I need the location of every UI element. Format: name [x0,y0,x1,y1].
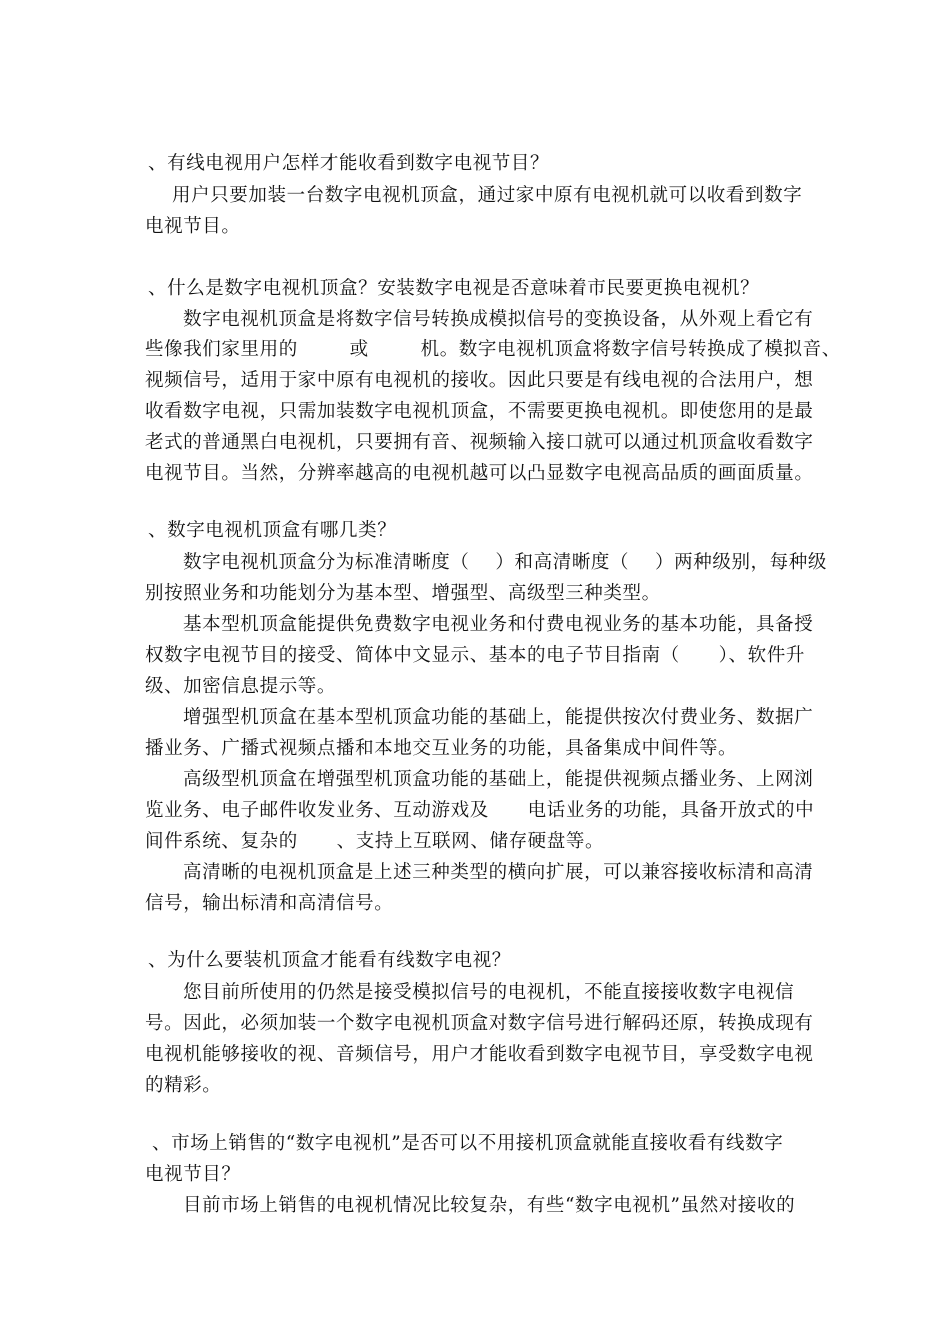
heading-q3: 、数字电视机顶盒有哪几类？ [148,520,397,541]
text-line: 级、加密信息提示等。 [145,676,337,697]
text-line: 电视节目。当然，分辨率越高的电视机越可以凸显数字电视高品质的画面质量。 [145,463,814,484]
text-line: 高清晰的电视机顶盒是上述三种类型的横向扩展，可以兼容接收标清和高清 [183,862,814,883]
text-line: 播业务、广播式视频点播和本地交互业务的功能，具备集成中间件等。 [145,738,738,759]
heading-q5: 、市场上销售的“数字电视机”是否可以不用接机顶盒就能直接收看有线数字 [152,1133,784,1154]
text-line: 您目前所使用的仍然是接受模拟信号的电视机，不能直接接收数字电视信 [183,982,795,1003]
text-line: 权数字电视节目的接受、简体中文显示、基本的电子节目指南（ ）、软件升 [145,645,805,666]
text-line: 数字电视机顶盒分为标准清晰度（ ）和高清晰度（ ）两种级别，每种级 [183,552,827,573]
text-line: 电视节目。 [145,216,241,237]
text-line: 数字电视机顶盒是将数字信号转换成模拟信号的变换设备，从外观上看它有 [183,309,814,330]
heading-q4: 、为什么要装机顶盒才能看有线数字电视？ [148,950,511,971]
text-line: 别按照业务和功能划分为基本型、增强型、高级型三种类型。 [145,583,661,604]
text-line: 号。因此，必须加装一个数字电视机顶盒对数字信号进行解码还原，转换成现有 [145,1013,814,1034]
text-line: 基本型机顶盒能提供免费数字电视业务和付费电视业务的基本功能，具备授 [183,614,814,635]
text-line: 用户只要加装一台数字电视机顶盒，通过家中原有电视机就可以收看到数字 [172,185,803,206]
heading-q1: 、有线电视用户怎样才能收看到数字电视节目？ [148,153,550,174]
heading-q2: 、什么是数字电视机顶盒？安装数字电视是否意味着市民要更换电视机？ [148,278,760,299]
text-line: 览业务、电子邮件收发业务、互动游戏及 电话业务的功能，具备开放式的中 [145,800,815,821]
text-line: 目前市场上销售的电视机情况比较复杂，有些“数字电视机”虽然对接收的 [183,1195,796,1216]
text-line: 间件系统、复杂的 、支持上互联网、储存硬盘等。 [145,831,605,852]
text-line: 视频信号，适用于家中原有电视机的接收。因此只要是有线电视的合法用户，想 [145,370,814,391]
text-line: 老式的普通黑白电视机，只要拥有音、视频输入接口就可以通过机顶盒收看数字 [145,432,814,453]
text-line: 的精彩。 [145,1075,222,1096]
text-line: 信号，输出标清和高清信号。 [145,893,394,914]
text-line: 电视机能够接收的视、音频信号，用户才能收看到数字电视节目，享受数字电视 [145,1044,814,1065]
text-line: 收看数字电视，只需加装数字电视机顶盒，不需要更换电视机。即使您用的是最 [145,401,814,422]
text-line: 高级型机顶盒在增强型机顶盒功能的基础上，能提供视频点播业务、上网浏 [183,769,814,790]
text-line: 些像我们家里用的 或 机。数字电视机顶盒将数字信号转换成了模拟音、 [145,339,841,360]
text-line: 电视节目？ [145,1164,241,1185]
text-line: 增强型机顶盒在基本型机顶盒功能的基础上，能提供按次付费业务、数据广 [183,707,814,728]
